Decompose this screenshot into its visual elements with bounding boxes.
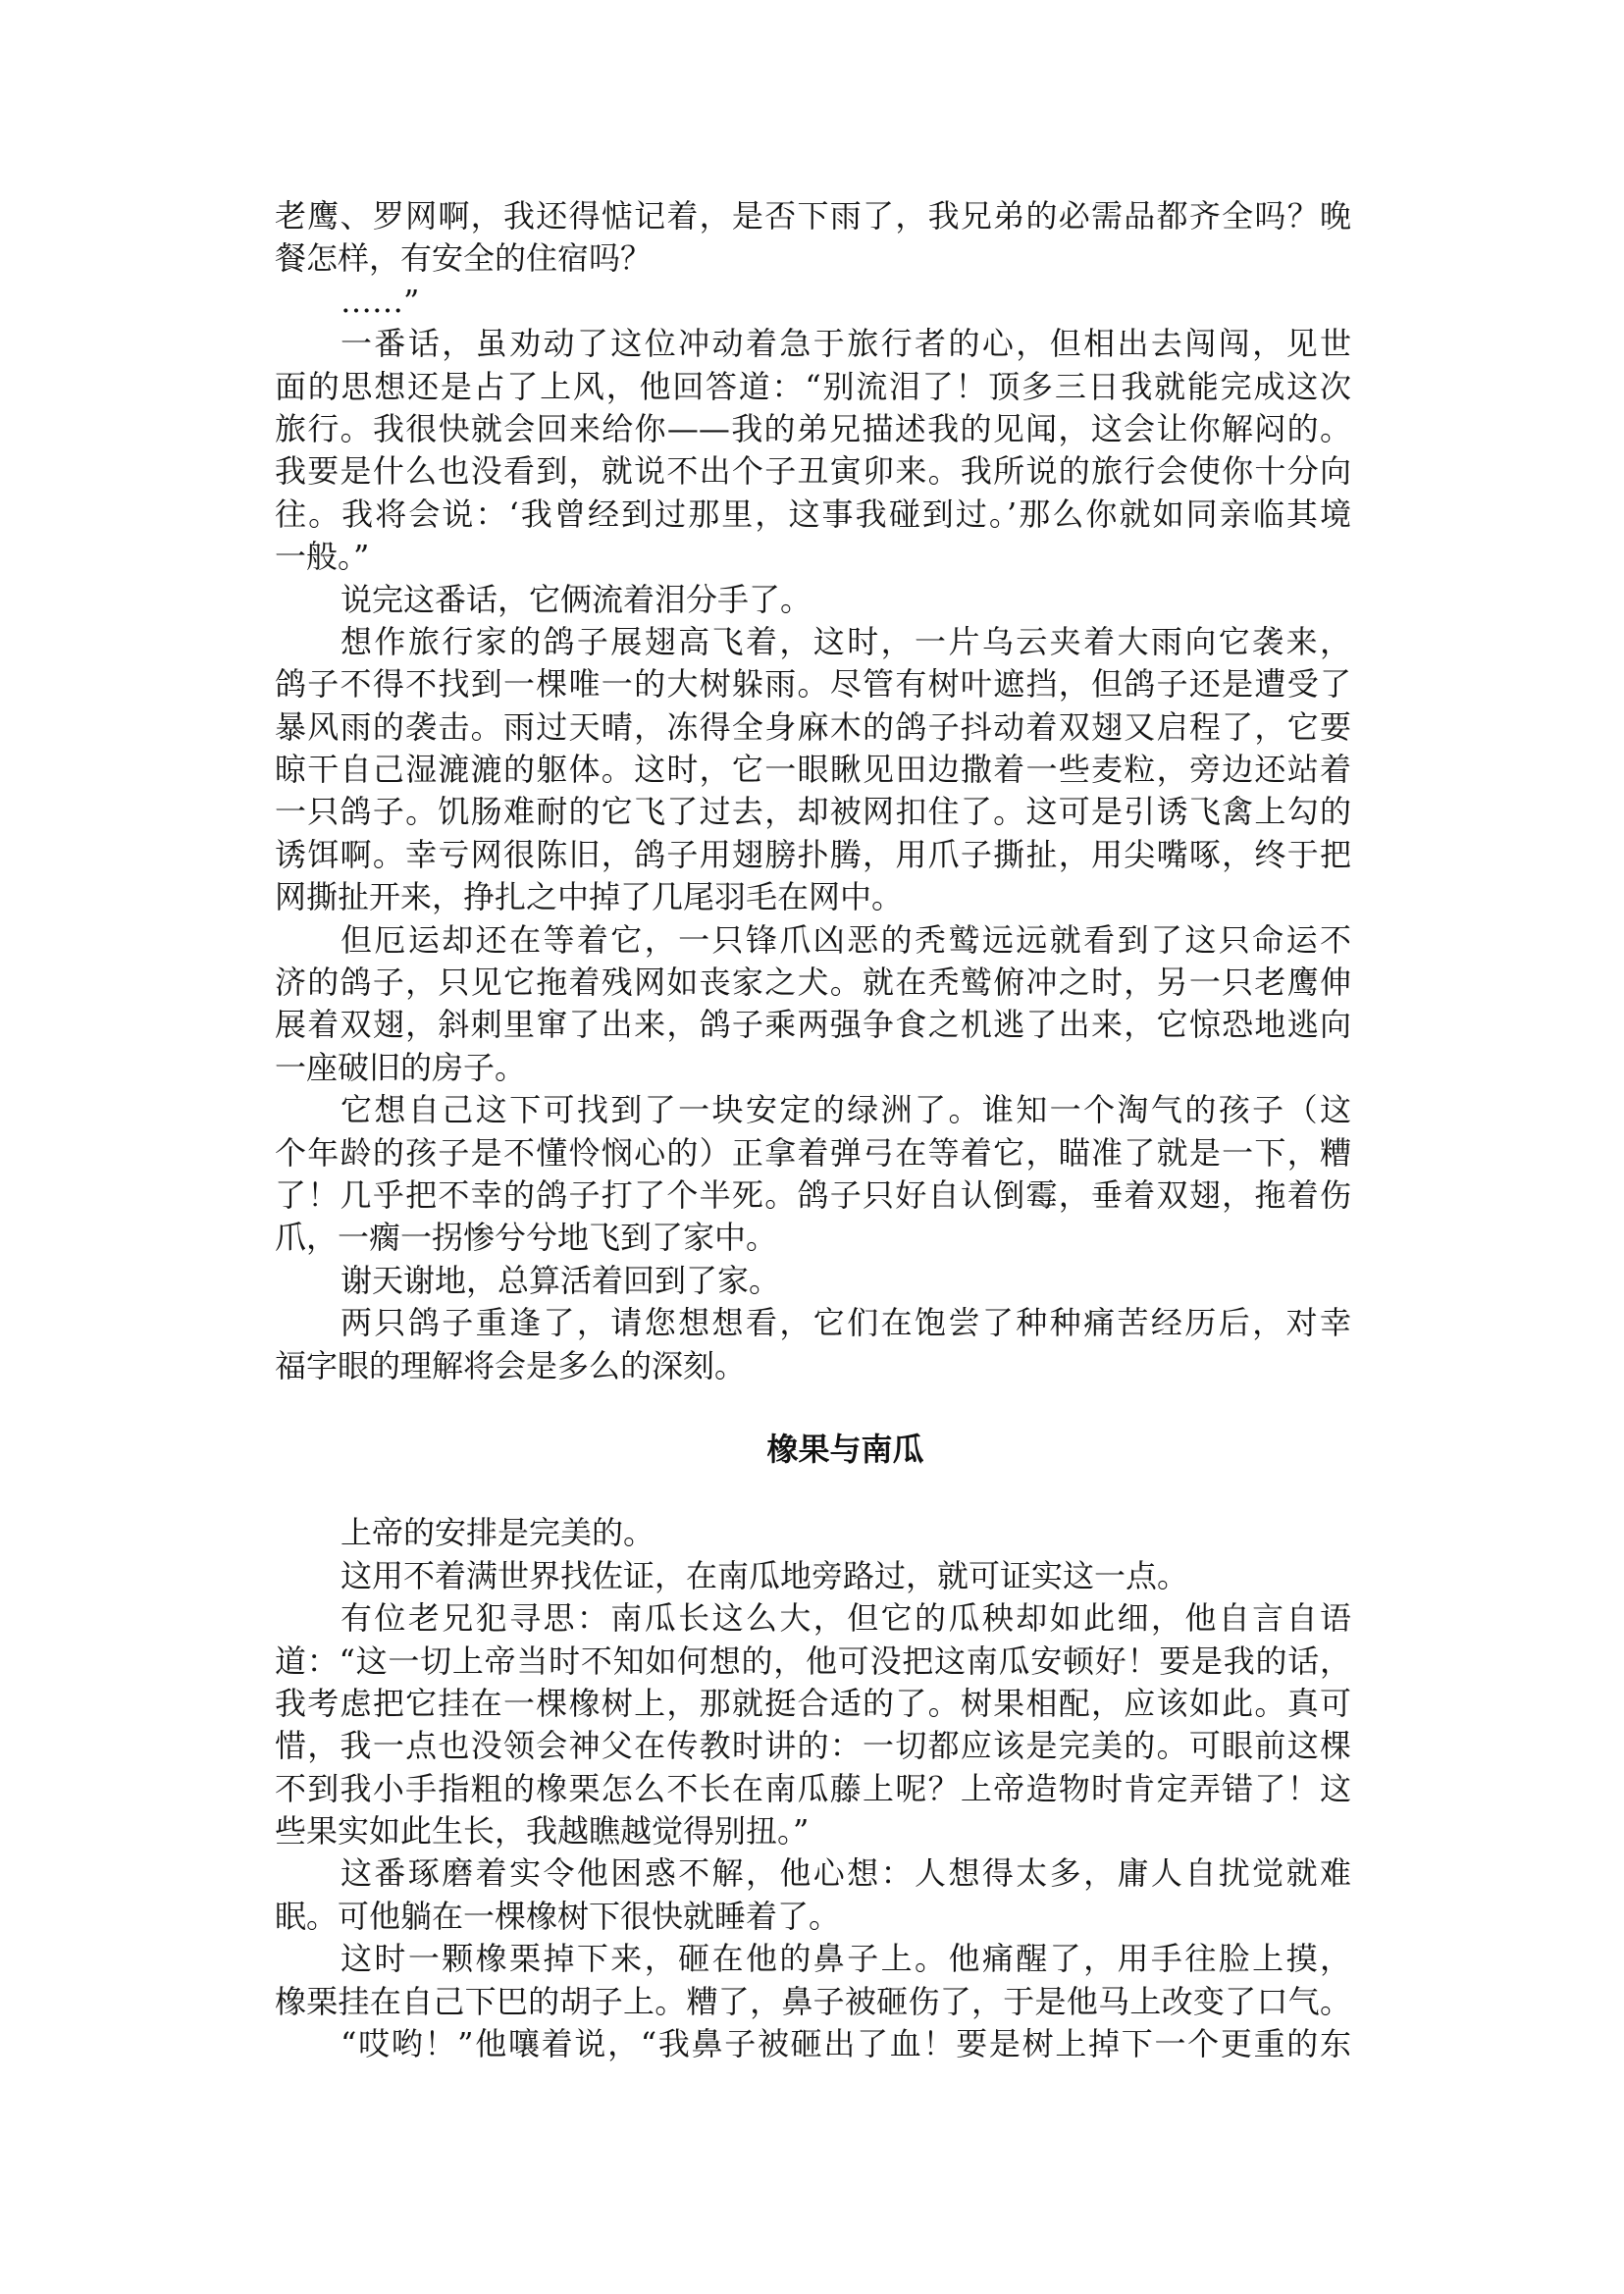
paragraph	[275, 1260, 1351, 1302]
text-line: 爪，一瘸一拐惨兮兮地飞到了家中。	[275, 1219, 778, 1257]
text-line: 这时一颗橡栗掉下来，砸在他的鼻子上。他痛醒了，用手往脸上摸，	[341, 1940, 1351, 1978]
paragraph	[275, 195, 1351, 281]
text-line: 这番琢磨着实令他困惑不解，他心想：人想得太多，庸人自扰觉就难	[341, 1854, 1351, 1893]
text-line: 一只鸽子。饥肠难耐的它飞了过去，却被网扣住了。这可是引诱飞禽上勾的	[275, 793, 1351, 831]
text-line: 这用不着满世界找佐证，在南瓜地旁路过，就可证实这一点。	[341, 1556, 1189, 1594]
text-line: 网撕扯开来，挣扎之中掉了几尾羽毛在网中。	[275, 878, 904, 916]
text-line: 谢天谢地，总算活着回到了家。	[341, 1261, 781, 1299]
text-line: 一座破旧的房子。	[275, 1048, 527, 1086]
text-line: 一番话，虽劝动了这位冲动着急于旅行者的心，但相出去闯闯，见世	[341, 325, 1351, 363]
paragraph	[275, 1597, 1351, 1852]
paragraph	[275, 1555, 1351, 1597]
paragraph	[275, 621, 1351, 919]
text-line: 了！几乎把不幸的鸽子打了个半死。鸽子只好自认倒霉，垂着双翅，拖着伤	[275, 1175, 1351, 1214]
story-title: 橡果与南瓜	[766, 1430, 924, 1468]
text-line: 展着双翅，斜刺里窜了出来，鸽子乘两强争食之机逃了出来，它惊恐地逃向	[275, 1006, 1351, 1044]
text-line: 老鹰、罗网啊，我还得惦记着，是否下雨了，我兄弟的必需品都齐全吗？晚	[275, 197, 1351, 235]
text-line: 个年龄的孩子是不懂怜悯心的）正拿着弹弓在等着它，瞄准了就是一下，糟	[275, 1133, 1351, 1172]
text-line: 上帝的安排是完美的。	[341, 1514, 655, 1552]
paragraph	[275, 579, 1351, 621]
text-line: 橡栗挂在自己下巴的胡子上。糟了，鼻子被砸伤了，于是他马上改变了口气。	[275, 1982, 1351, 2020]
text-line: 我要是什么也没看到，就说不出个子丑寅卯来。我所说的旅行会使你十分向	[275, 452, 1351, 491]
text-line: 些果实如此生长，我越瞧越觉得别扭。”	[275, 1812, 810, 1851]
text-line: 晾干自己湿漉漉的躯体。这时，它一眼瞅见田边撒着一些麦粒，旁边还站着	[275, 751, 1351, 789]
text-line: 往。我将会说：‘我曾经到过那里，这事我碰到过。’那么你就如同亲临其境	[275, 495, 1351, 533]
text-line: 旅行。我很快就会回来给你——我的弟兄描述我的见闻，这会让你解闷的。	[275, 409, 1351, 447]
paragraph	[275, 281, 1351, 323]
paragraph	[275, 1302, 1351, 1387]
text-line: “哎哟！”他嚷着说，“我鼻子被砸出了血！要是树上掉下一个更重的东	[341, 2025, 1351, 2063]
text-line: 不到我小手指粗的橡栗怎么不长在南瓜藤上呢？上帝造物时肯定弄错了！这	[275, 1769, 1351, 1807]
story-body	[275, 1512, 1351, 2065]
text-line: 它想自己这下可找到了一块安定的绿洲了。谁知一个淘气的孩子（这	[341, 1091, 1351, 1129]
text-line: 暴风雨的袭击。雨过天晴，冻得全身麻木的鸽子抖动着双翅又启程了，它要	[275, 707, 1351, 746]
document-page	[275, 195, 1351, 2065]
paragraph	[275, 919, 1351, 1090]
text-line: 有位老兄犯寻思：南瓜长这么大，但它的瓜秧却如此细，他自言自语	[341, 1599, 1351, 1638]
text-line: 鸽子不得不找到一棵唯一的大树躲雨。尽管有树叶遮挡，但鸽子还是遭受了	[275, 665, 1351, 704]
text-line: 惜，我一点也没领会神父在传教时讲的：一切都应该是完美的。可眼前这棵	[275, 1727, 1351, 1765]
text-line: 济的鸽子，只见它拖着残网如丧家之犬。就在秃鹫俯冲之时，另一只老鹰伸	[275, 964, 1351, 1002]
text-line: 我考虑把它挂在一棵橡树上，那就挺合适的了。树果相配，应该如此。真可	[275, 1684, 1351, 1722]
text-line: 想作旅行家的鸽子展翅高飞着，这时，一片乌云夹着大雨向它袭来，	[341, 622, 1351, 660]
paragraph	[275, 1089, 1351, 1260]
paragraph	[275, 323, 1351, 578]
story-acorn-and-pumpkin	[275, 1429, 1351, 2065]
text-line: 道：“这一切上帝当时不知如何想的，他可没把这南瓜安顿好！要是我的话，	[275, 1642, 1351, 1680]
text-line: 诱饵啊。幸亏网很陈旧，鸽子用翅膀扑腾，用爪子撕扯，用尖嘴啄，终于把	[275, 835, 1351, 873]
paragraph	[275, 1852, 1351, 1938]
paragraph	[275, 2023, 1351, 2065]
text-line: ……”	[341, 282, 420, 320]
text-line: 面的思想还是占了上风，他回答道：“别流泪了！顶多三日我就能完成这次	[275, 367, 1351, 405]
text-line: 但厄运却还在等着它，一只锋爪凶恶的秃鹫远远就看到了这只命运不	[341, 920, 1351, 959]
story-pigeons-continued	[275, 195, 1351, 1387]
text-line: 眠。可他躺在一棵橡树下很快就睡着了。	[275, 1897, 841, 1935]
paragraph	[275, 1512, 1351, 1554]
text-line: 说完这番话，它俩流着泪分手了。	[341, 580, 812, 618]
text-line: 餐怎样，有安全的住宿吗？	[275, 239, 653, 278]
paragraph	[275, 1938, 1351, 2023]
text-line: 两只鸽子重逢了，请您想想看，它们在饱尝了种种痛苦经历后，对幸	[341, 1304, 1351, 1342]
text-line: 福字眼的理解将会是多么的深刻。	[275, 1346, 747, 1384]
text-line: 一般。”	[275, 538, 370, 576]
